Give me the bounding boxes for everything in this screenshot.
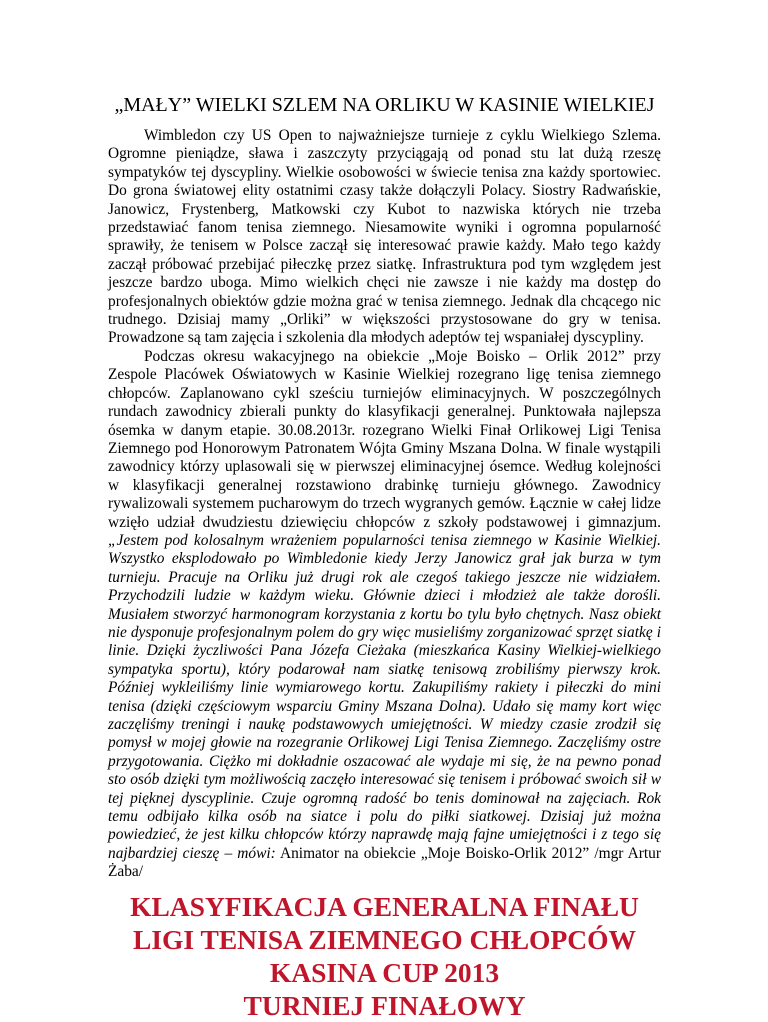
classification-heading xyxy=(108,890,661,1022)
heading-line-3: KASINA CUP 2013 xyxy=(269,956,500,988)
article-title: „MAŁY” WIELKI SZLEM NA ORLIKU W KASINIE WIELKIEJ xyxy=(114,94,655,116)
heading-line-1: KLASYFIKACJA GENERALNA FINAŁU xyxy=(130,890,639,922)
paragraph-tournament-intro: Podczas okresu wakacyjnego na obiekcie „Moje Boisko – Orlik 2012” przy Zespole Placówek Oświatowych w Kasinie Wielkiej rozegrano ligę tenisa ziemnego chłopców. Zaplanowano cykl sześciu turniejów eliminacyjnych. W poszczególnych rundach zawodnicy zbierali punkty do klasyfikacji generalnej. Punktowała najlepsza ósemka w danym etapie. 30.08.2013r. rozegrano Wielki Finał Orlikowej Ligi Tenisa Ziemnego pod Honorowym Patronatem Wójta Gminy Mszana Dolna. W finale wystąpili zawodnicy którzy uplasowali się w pierwszej eliminacyjnej ósemce. Według kolejności w klasyfikacji generalnej rozstawiono drabinkę turnieju głównego. Zawodnicy rywalizowali systemem pucharowym do trzech wygranych gemów. Łącznie w całej lidze wzięło udział dwudziestu dziewięciu chłopców z szkoły podstawowej i gimnazjum. xyxy=(108,347,661,531)
paragraph-tournament xyxy=(108,348,661,882)
paragraph-intro: Wimbledon czy US Open to najważniejsze turnieje z cyklu Wielkiego Szlema. Ogromne pieniądze, sława i zaszczyty przyciągają od ponad stu lat dużą rzeszę sympatyków tej dyscypliny. Wielkie osobowości w świecie tenisa zna każdy sportowiec. Do grona światowej elity ostatnimi czasy także dołączyli Polacy. Siostry Radwańskie, Janowicz, Frystenberg, Matkowski czy Kubot to nazwiska których nie trzeba przedstawiać fanom tenisa ziemnego. Niesamowite wyniki i ogromna popularność sprawiły, że tenisem w Polsce zaczął się interesować prawie każdy. Mało tego każdy zaczął próbować przebijać piłeczkę przez siatkę. Infrastruktura pod tym względem jest jeszcze bardzo uboga. Mimo wielkich chęci nie zawsze i nie każdy ma dostęp do profesjonalnych obiektów gdzie można grać w tenisa ziemnego. Jednak dla chcącego nic trudnego. Dzisiaj mamy „Orliki” w większości przystosowane do gry w tenisa. Prowadzone są tam zajęcia i szkolenia dla młodych adeptów tej wspaniałej dyscypliny. xyxy=(108,127,661,347)
heading-line-4: TURNIEJ FINAŁOWY xyxy=(243,989,526,1021)
document-page xyxy=(108,92,661,1022)
heading-line-2: LIGI TENISA ZIEMNEGO CHŁOPCÓW xyxy=(132,923,636,955)
animator-quote: „Jestem pod kolosalnym wrażeniem popularności tenisa ziemnego w Kasinie Wielkiej. Wszystko eksplodowało po Wimbledonie kiedy Jerzy Janowicz grał jak burza w tym turnieju. Pracuje na Orliku już drugi rok ale czegoś takiego jeszcze nie widziałem. Przychodzili ludzie w każdym wieku. Głównie dzieci i młodzież ale także dorośli. Musiałem stworzyć harmonogram korzystania z kortu bo tylu było chętnych. Nasz obiekt nie dysponuje profesjonalnym polem do gry więc musieliśmy zorganizować sprzęt siatkę i linie. Dzięki życzliwości Pana Józefa Cieżaka (mieszkańca Kasiny Wielkiej-wielkiego sympatyka sportu), który podarował nam siatkę tenisową zrobiliśmy pierwszy krok. Później wykleiliśmy linie wymiarowego kortu. Zakupiliśmy rakiety i piłeczki do mini tenisa (dzięki częściowym wsparciu Gminy Mszana Dolna). Udało się mamy kort więc zaczęliśmy treningi i naukę podstawowych umiejętności. W miedzy czasie zrodził się pomysł w mojej głowie na rozegranie Orlikowej Ligi Tenisa Ziemnego. Zaczęliśmy ostre przygotowania. Ciężko mi dokładnie oszacować ale wydaje mi się, że na pewno ponad sto osób dzięki tym możliwością zaczęło interesować się tenisem i próbować swoich sił w tej pięknej dyscyplinie. Czuje ogromną radość bo tenis dominował na zajęciach. Rok temu odbijało kilka osób na siatce i polu do piłki siatkowej. Dzisiaj już można powiedzieć, że jest kilku chłopców którzy naprawdę mają fajne umiejętności i z tego się najbardziej cieszę – mówi: xyxy=(108,531,661,862)
animator-attribution: Animator na obiekcie „Moje Boisko-Orlik 2012” /mgr Artur Żaba/ xyxy=(108,844,661,881)
